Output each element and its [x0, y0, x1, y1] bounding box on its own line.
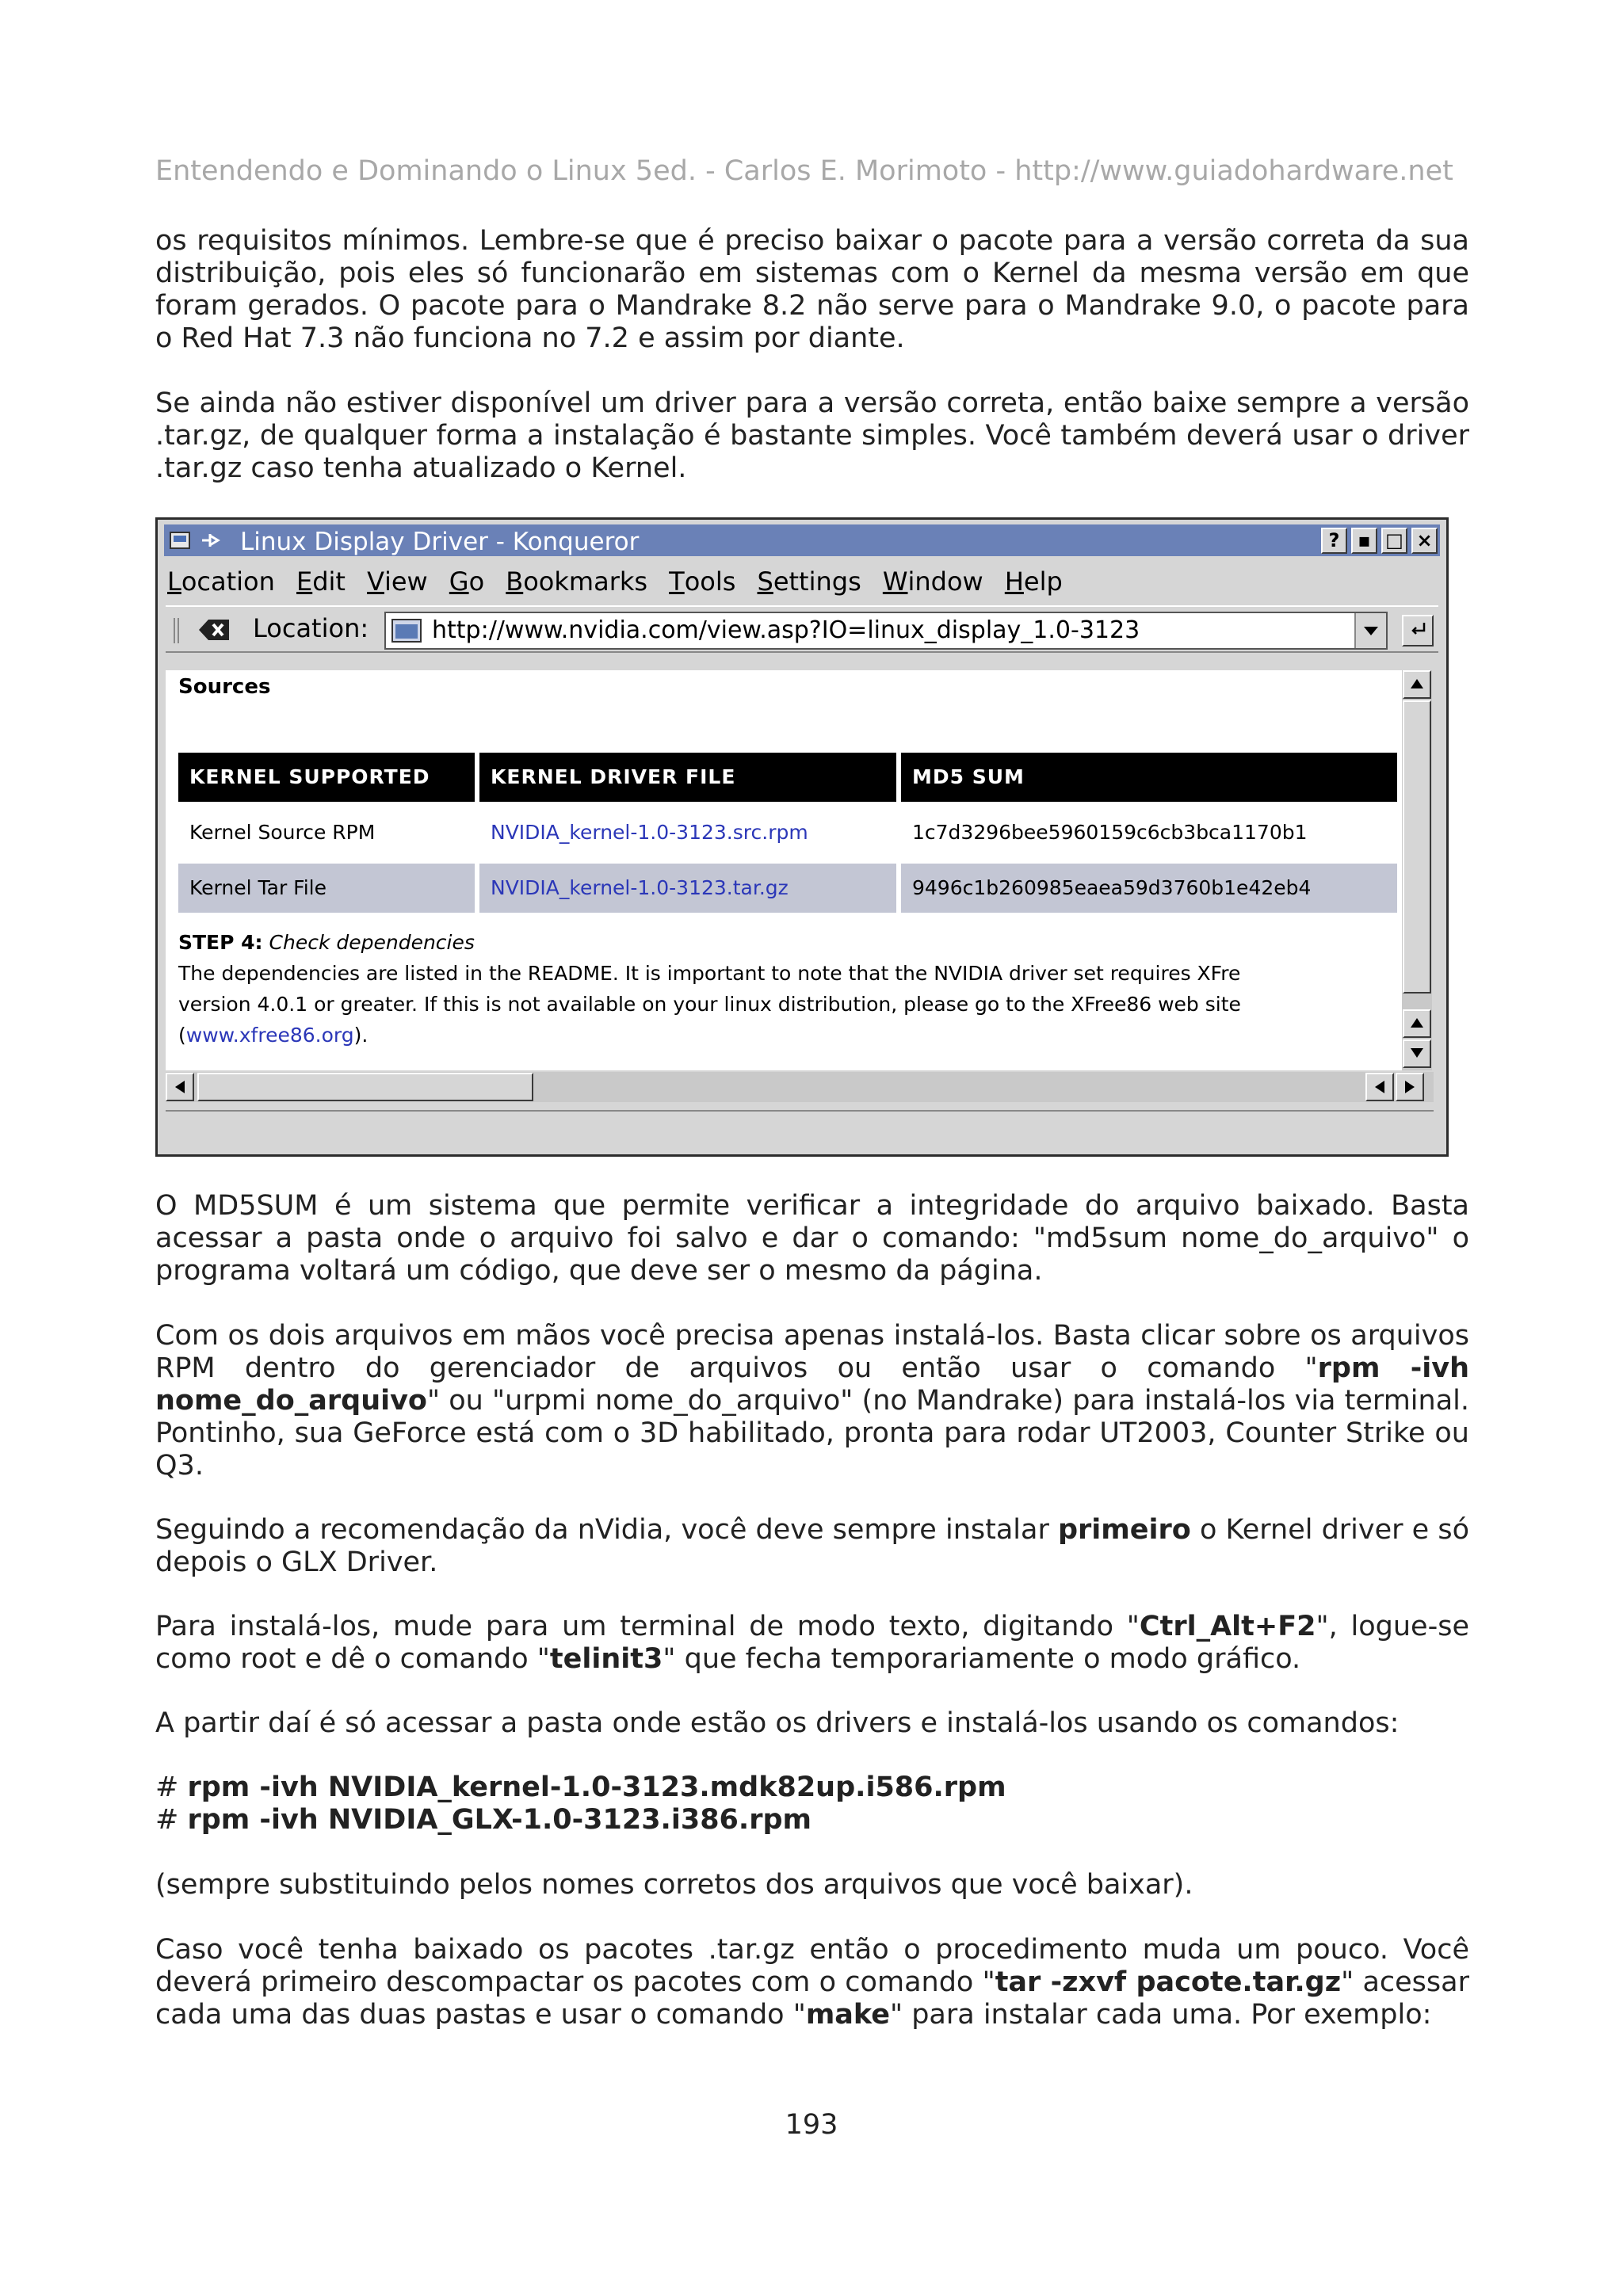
step-link-line: (www.xfree86.org).: [178, 1024, 369, 1047]
arrow-left-icon: [1374, 1080, 1385, 1094]
pin-icon[interactable]: [199, 529, 221, 551]
menu-view[interactable]: View: [367, 566, 428, 597]
scroll-down-button[interactable]: [1403, 1039, 1431, 1068]
menu-location[interactable]: Location: [167, 566, 275, 597]
arrow-up-icon: [1410, 1017, 1424, 1028]
menu-window[interactable]: Window: [882, 566, 983, 597]
paragraph: A partir daí é só acessar a pasta onde estão os drivers e instalá-los usando os comandos:: [155, 1707, 1400, 1739]
window-title: Linux Display Driver - Konqueror: [240, 528, 640, 556]
step-text: The dependencies are listed in the README. It is important to note that the NVIDIA driver set requires XFre: [178, 962, 1241, 985]
arrow-down-icon: [1410, 1047, 1424, 1058]
page-icon: [391, 618, 422, 643]
scroll-up-button[interactable]: [1403, 1009, 1431, 1038]
paragraph: Seguindo a recomendação da nVidia, você deve sempre instalar primeiro o Kernel driver e só depois o GLX Driver.: [155, 1514, 1469, 1578]
paragraph: Se ainda não estiver disponível um driver para a versão correta, então baixe sempre a versão .tar.gz, de qualquer forma a instalação é bastante simples. Você também deverá usar o driver .tar.gz caso tenha atualizado o Kernel.: [155, 387, 1469, 484]
go-button[interactable]: [1402, 615, 1434, 646]
driver-file-link[interactable]: NVIDIA_kernel-1.0-3123.src.rpm: [491, 821, 808, 844]
help-button[interactable]: ?: [1321, 528, 1347, 554]
menu-go[interactable]: Go: [449, 566, 485, 597]
konqueror-screenshot: [155, 517, 1449, 1157]
clear-location-icon[interactable]: [197, 616, 231, 643]
paragraph: Com os dois arquivos em mãos você precisa apenas instalá-los. Basta clicar sobre os arquivos RPM dentro do gerenciador de arquivos ou então usar o comando "rpm -ivh nome_do_arquivo" ou "urpmi nome_do_arquivo" (no Mandrake) para instalá-los via terminal. Pontinho, sua GeForce está com o 3D habilitado, pronta para rodar UT2003, Counter Strike ou Q3.: [155, 1320, 1469, 1482]
arrow-left-icon: [174, 1080, 185, 1094]
maximize-button[interactable]: □: [1381, 528, 1407, 554]
table-header: KERNEL SUPPORTED: [178, 753, 475, 802]
toolbar-handle-icon[interactable]: [172, 616, 181, 645]
horizontal-scroll-thumb[interactable]: [197, 1073, 533, 1101]
menu-tools[interactable]: Tools: [669, 566, 736, 597]
menu-edit[interactable]: Edit: [296, 566, 346, 597]
scroll-right-button[interactable]: [1396, 1073, 1424, 1101]
arrow-up-icon: [1410, 678, 1424, 689]
page-number: 193: [785, 2109, 838, 2141]
sources-heading: Sources: [178, 675, 271, 699]
step-heading: STEP 4: Check dependencies: [178, 931, 475, 954]
location-toolbar: [166, 605, 1438, 653]
table-header: KERNEL DRIVER FILE: [479, 753, 896, 802]
driver-file-link[interactable]: NVIDIA_kernel-1.0-3123.tar.gz: [479, 864, 896, 913]
scroll-up-button[interactable]: [1403, 670, 1431, 699]
xfree86-link[interactable]: www.xfree86.org: [185, 1024, 354, 1047]
paragraph: Para instalá-los, mude para um terminal de modo texto, digitando "Ctrl_Alt+F2", logue-se como root e dê o comando "telinit3" que fecha temporariamente o modo gráfico.: [155, 1611, 1469, 1675]
page-viewport: [166, 670, 1402, 1070]
minimize-button[interactable]: ▪: [1351, 528, 1377, 554]
close-button[interactable]: ×: [1411, 528, 1438, 554]
scroll-left-button[interactable]: [1365, 1073, 1394, 1101]
step-text: version 4.0.1 or greater. If this is not available on your linux distribution, please go to the XFree86 web site: [178, 993, 1241, 1016]
table-cell: Kernel Source RPM: [189, 821, 376, 844]
status-bar: [166, 1110, 1434, 1146]
table-header: MD5 SUM: [901, 753, 1397, 802]
paragraph: os requisitos mínimos. Lembre-se que é preciso baixar o pacote para a versão correta da sua distribuição, pois eles só funcionarão em sistemas com o Kernel da mesma versão em que foram gerados. O pacote para o Mandrake 8.2 não serve para o Mandrake 9.0, o pacote para o Red Hat 7.3 não funciona no 7.2 e assim por diante.: [155, 225, 1469, 354]
paragraph: Caso você tenha baixado os pacotes .tar.gz então o procedimento muda um pouco. Você deverá primeiro descompactar os pacotes com o comando "tar -zxvf pacote.tar.gz" acessar cada uma das duas pastas e usar o comando "make" para instalar cada uma. Por exemplo:: [155, 1934, 1469, 2031]
menu-bookmarks[interactable]: Bookmarks: [506, 566, 648, 597]
menu-settings[interactable]: Settings: [757, 566, 861, 597]
menu-bar: [167, 564, 1080, 599]
url-dropdown-button[interactable]: [1354, 613, 1386, 648]
location-label: Location:: [253, 613, 369, 643]
table-cell: 9496c1b260985eaea59d3760b1e42eb4: [901, 864, 1397, 913]
chevron-down-icon: [1362, 624, 1380, 637]
horizontal-scrollbar[interactable]: [166, 1072, 1434, 1102]
vertical-scroll-thumb[interactable]: [1403, 700, 1431, 994]
paragraph: (sempre substituindo pelos nomes corretos dos arquivos que você baixar).: [155, 1869, 1193, 1901]
table-cell: 1c7d3296bee5960159c6cb3bca1170b1: [912, 821, 1308, 844]
command-line: # rpm -ivh NVIDIA_GLX-1.0-3123.i386.rpm: [155, 1804, 812, 1836]
table-cell: Kernel Tar File: [178, 864, 475, 913]
arrow-right-icon: [1404, 1080, 1415, 1094]
scroll-left-button[interactable]: [166, 1073, 194, 1101]
paragraph: O MD5SUM é um sistema que permite verificar a integridade do arquivo baixado. Basta acessar a pasta onde o arquivo foi salvo e dar o comando: "md5sum nome_do_arquivo" o programa voltará um código, que deve ser o mesmo da página.: [155, 1190, 1469, 1287]
url-text: http://www.nvidia.com/view.asp?IO=linux_display_1.0-3123: [432, 616, 1140, 644]
url-input[interactable]: [384, 612, 1388, 650]
enter-icon: [1408, 620, 1427, 639]
command-line: # rpm -ivh NVIDIA_kernel-1.0-3123.mdk82up.i586.rpm: [155, 1772, 1006, 1803]
vertical-scrollbar[interactable]: [1402, 670, 1432, 1070]
title-bar: [164, 524, 1440, 556]
menu-help[interactable]: Help: [1004, 566, 1063, 597]
app-icon: [169, 529, 191, 551]
page-header: Entendendo e Dominando o Linux 5ed. - Carlos E. Morimoto - http://www.guiadohardware.net: [155, 155, 1453, 187]
